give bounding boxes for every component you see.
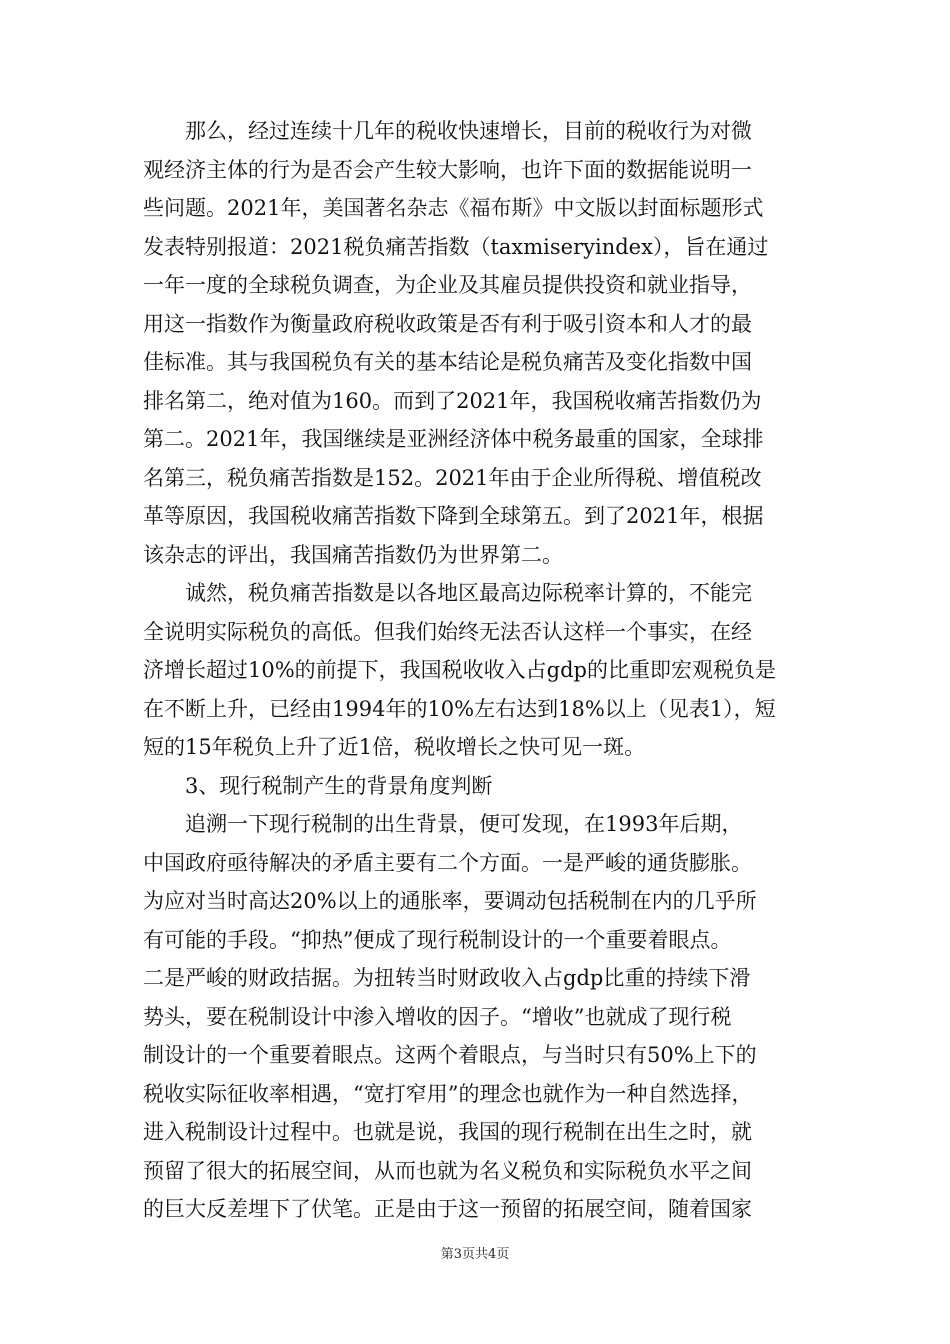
text-line: 税收实际征收率相遇，“宽打窄用”的理念也就作为一种自然选择，: [143, 1081, 753, 1106]
text-line: 用这一指数作为衡量政府税收政策是否有利于吸引资本和人才的最: [143, 311, 752, 336]
paragraph-2: [143, 574, 815, 767]
text-line: 一年一度的全球税负调查，为企业及其雇员提供投资和就业指导，: [143, 273, 752, 297]
text-line: 第二。2021年，我国继续是亚洲经济体中税务最重的国家，全球排: [143, 427, 764, 451]
text-line: 诚然，税负痛苦指数是以各地区最高边际税率计算的，不能完: [185, 581, 752, 605]
text-line: 进入税制设计过程中。也就是说，我国的现行税制在出生之时，就: [143, 1120, 752, 1144]
text-line: 观经济主体的行为是否会产生较大影响，也许下面的数据能说明一: [143, 157, 752, 182]
text-line: 佳标准。其与我国税负有关的基本结论是税负痛苦及变化指数中国: [143, 350, 752, 374]
text-line: 全说明实际税负的高低。但我们始终无法否认这样一个事实，在经: [143, 619, 752, 644]
text-line: 名第三，税负痛苦指数是152。2021年由于企业所得税、增值税改: [143, 465, 762, 490]
section-heading: [143, 767, 815, 806]
document-body: [143, 112, 815, 1229]
section-heading-text: 3、现行税制产生的背景角度判断: [185, 773, 493, 798]
text-line: 短的15年税负上升了近1倍，税收增长之快可见一斑。: [143, 735, 646, 759]
text-line: 在不断上升，已经由1994年的10%左右达到18%以上（见表1），短: [143, 696, 776, 721]
text-line: 有可能的手段。“抑热”便成了现行税制设计的一个重要着眼点。: [143, 927, 732, 952]
text-line: 排名第二，绝对值为160。而到了2021年，我国税收痛苦指数仍为: [143, 388, 762, 413]
text-line: 的巨大反差埋下了伏笔。正是由于这一预留的拓展空间，随着国家: [143, 1197, 752, 1221]
text-line: 该杂志的评出，我国痛苦指数仍为世界第二。: [143, 542, 563, 567]
text-line: 预留了很大的拓展空间，从而也就为名义税负和实际税负水平之间: [143, 1158, 752, 1183]
paragraph-3: [143, 805, 815, 1229]
text-line: 那么，经过连续十几年的税收快速增长，目前的税收行为对微: [185, 119, 752, 143]
text-line: 济增长超过10%的前提下，我国税收收入占gdp的比重即宏观税负是: [143, 658, 777, 682]
text-line: 制设计的一个重要着眼点。这两个着眼点，与当时只有50%上下的: [143, 1043, 757, 1067]
text-line: 势头，要在税制设计中渗入增收的因子。“增收”也就成了现行税: [143, 1004, 732, 1029]
page-number-footer: 第3页共4页: [440, 1247, 510, 1262]
text-line: 中国政府亟待解决的矛盾主要有二个方面。一是严峻的通货膨胀。: [143, 850, 752, 875]
text-line: 革等原因，我国税收痛苦指数下降到全球第五。到了2021年，根据: [143, 504, 764, 528]
text-line: 些问题。2021年，美国著名杂志《福布斯》中文版以封面标题形式: [143, 196, 764, 220]
text-line: 追溯一下现行税制的出生背景，便可发现，在1993年后期，: [185, 812, 743, 836]
paragraph-1: [143, 112, 815, 574]
text-line: 发表特别报道：2021税负痛苦指数（taxmiseryindex），旨在通过: [143, 234, 769, 259]
text-line: 二是严峻的财政拮据。为扭转当时财政收入占gdp比重的持续下滑: [143, 966, 751, 990]
text-line: 为应对当时高达20%以上的通胀率，要调动包括税制在内的几乎所: [143, 889, 757, 913]
